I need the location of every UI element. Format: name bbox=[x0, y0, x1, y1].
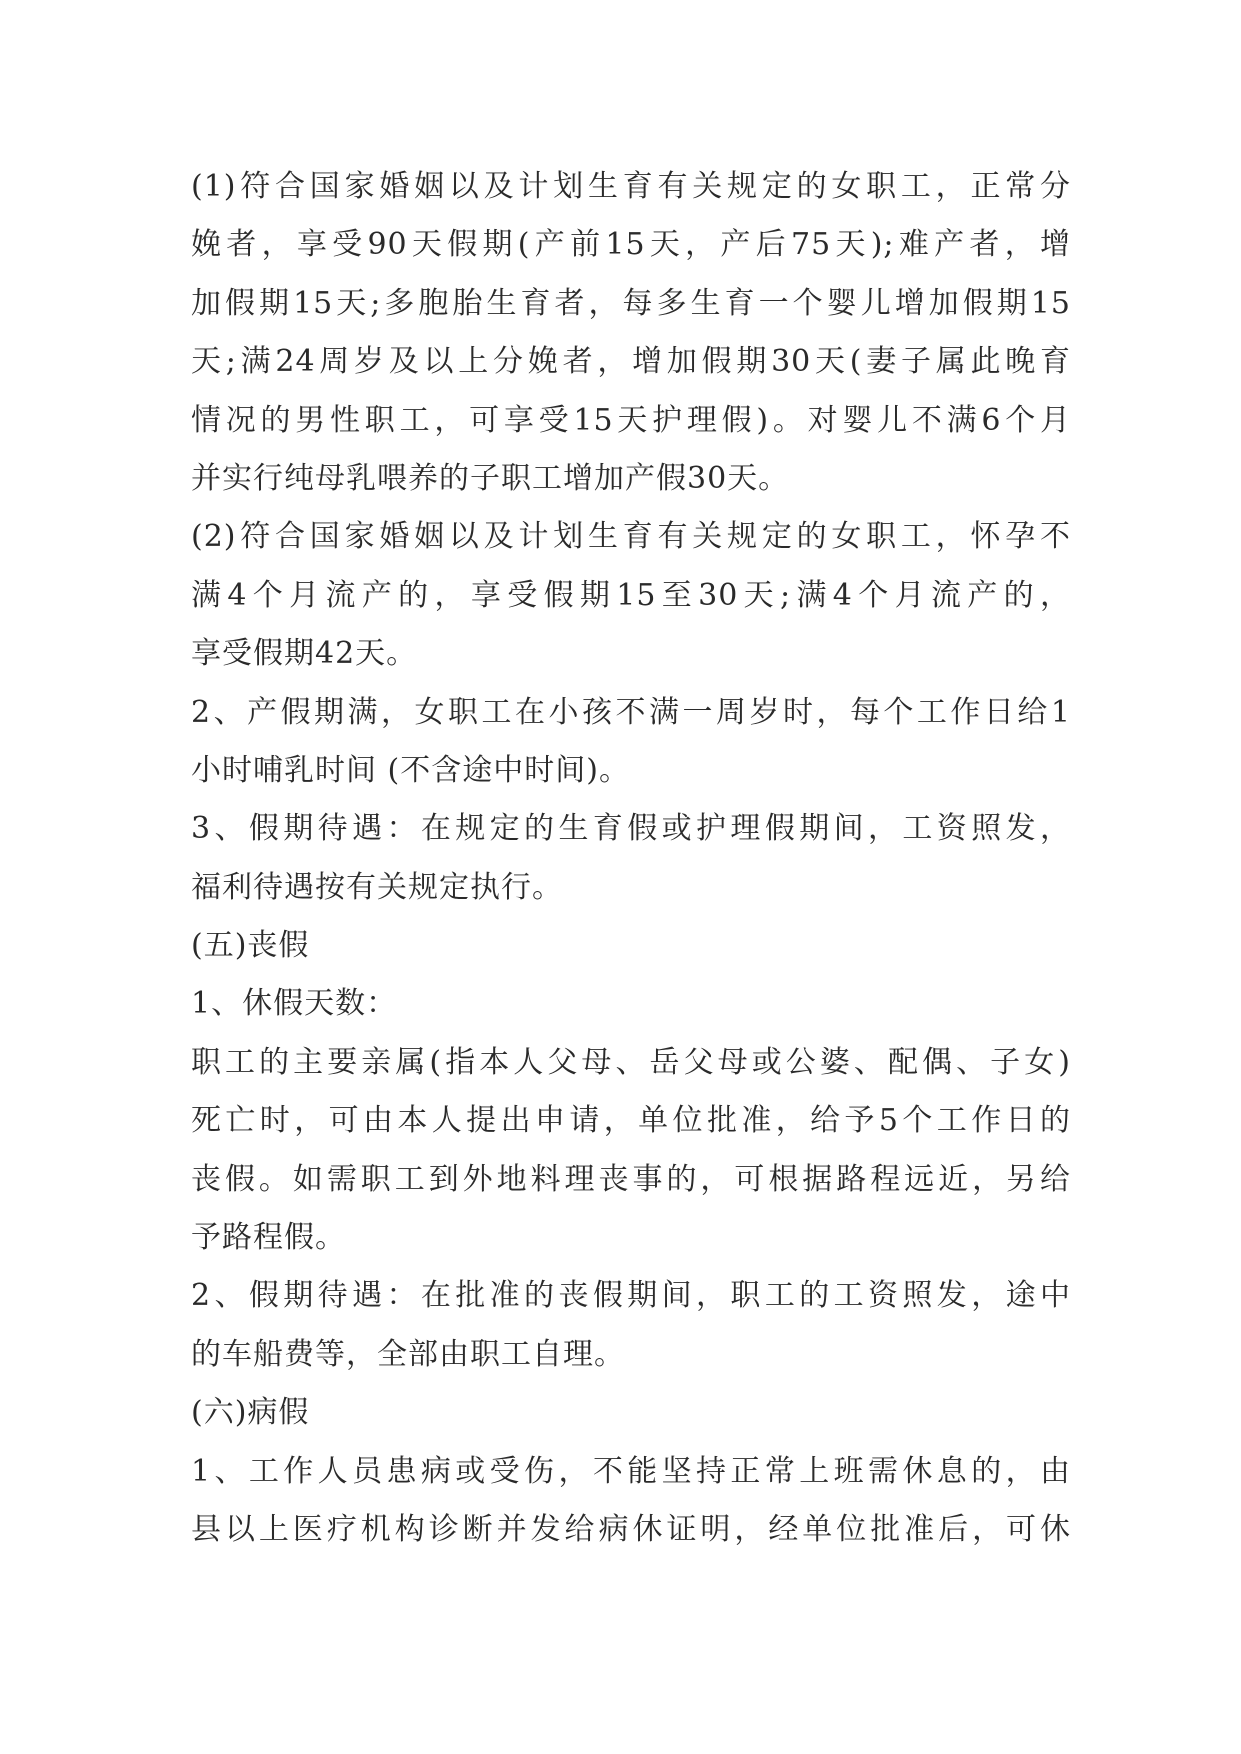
text-line: 1、工作人员患病或受伤，不能坚持正常上班需休息的，由 bbox=[191, 1453, 1071, 1489]
text-line: (2)符合国家婚姻以及计划生育有关规定的女职工，怀孕不 bbox=[191, 519, 1071, 555]
text-line: 加假期15天;多胞胎生育者，每多生育一个婴儿增加假期15 bbox=[191, 285, 1071, 321]
document-body bbox=[191, 158, 1071, 1559]
text-line: 2、产假期满，女职工在小孩不满一周岁时，每个工作日给1 bbox=[191, 694, 1071, 730]
text-line: 天;满24周岁及以上分娩者，增加假期30天(妻子属此晚育 bbox=[191, 344, 1071, 380]
text-line: 情况的男性职工，可享受15天护理假)。对婴儿不满6个月 bbox=[191, 402, 1071, 438]
text-line: 丧假。如需职工到外地料理丧事的，可根据路程远近，另给 bbox=[191, 1161, 1071, 1197]
text-line: 县以上医疗机构诊断并发给病休证明，经单位批准后，可休 bbox=[191, 1511, 1071, 1547]
text-line: 死亡时，可由本人提出申请，单位批准，给予5个工作日的 bbox=[191, 1103, 1071, 1139]
text-line: 2、假期待遇：在批准的丧假期间，职工的工资照发，途中 bbox=[191, 1278, 1071, 1314]
text-line: 享受假期42天。 bbox=[191, 636, 418, 672]
text-line: (1)符合国家婚姻以及计划生育有关规定的女职工，正常分 bbox=[191, 169, 1071, 204]
text-line: 予路程假。 bbox=[191, 1220, 346, 1256]
text-line: 1、休假天数： bbox=[191, 986, 398, 1022]
text-line: 并实行纯母乳喂养的子职工增加产假30天。 bbox=[191, 460, 790, 496]
text-line: 满4个月流产的，享受假期15至30天;满4个月流产的， bbox=[191, 577, 1071, 613]
text-line: 的车船费等，全部由职工自理。 bbox=[191, 1336, 625, 1372]
section-heading: (六)病假 bbox=[191, 1395, 310, 1431]
section-heading: (五)丧假 bbox=[191, 928, 310, 964]
text-line: 娩者，享受90天假期(产前15天，产后75天);难产者，增 bbox=[191, 227, 1071, 263]
text-line: 职工的主要亲属(指本人父母、岳父母或公婆、配偶、子女) bbox=[191, 1044, 1071, 1080]
text-line: 小时哺乳时间 (不含途中时间)。 bbox=[191, 752, 630, 788]
text-line: 福利待遇按有关规定执行。 bbox=[191, 869, 563, 905]
text-line: 3、假期待遇：在规定的生育假或护理假期间，工资照发， bbox=[191, 811, 1071, 847]
